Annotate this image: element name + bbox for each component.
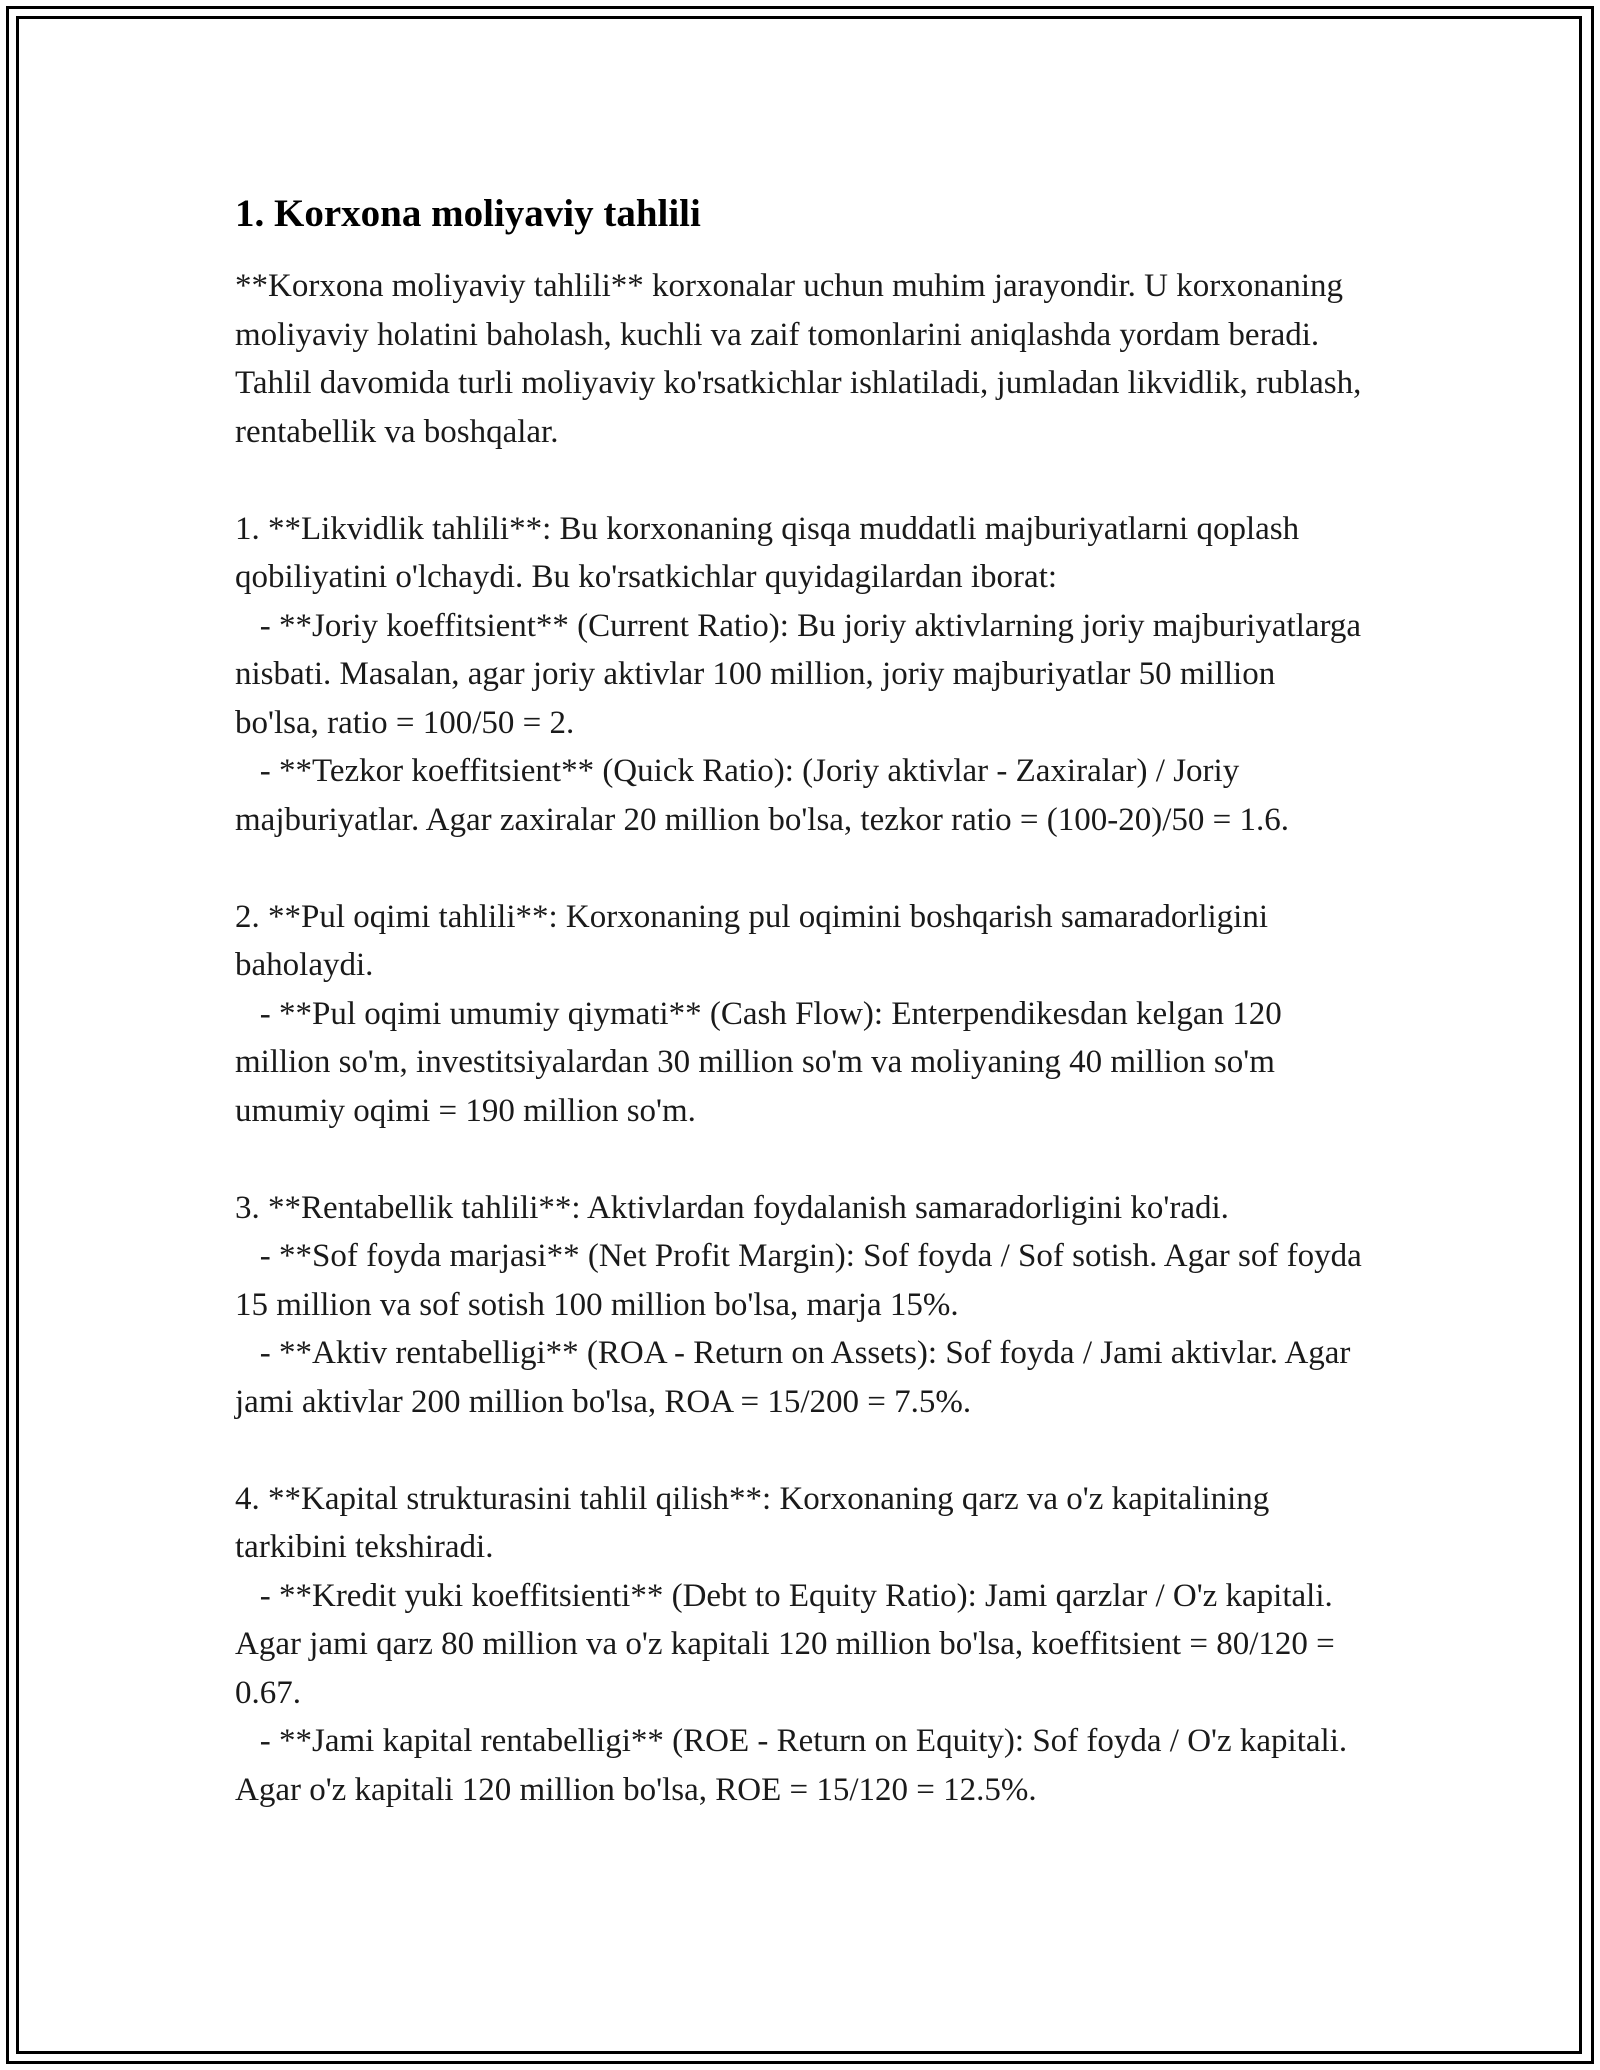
section-item: - **Sof foyda marjasi** (Net Profit Margin): Sof foyda / Sof sotish. Agar sof foyda 15 million va sof sotish 100 million bo'lsa, marja 15%. <box>235 1238 1370 1323</box>
section-heading: 1. **Likvidlik tahlili**: Bu korxonaning qisqa muddatli majburiyatlarni qoplash qobiliyatini o'lchaydi. Bu ko'rsatkichlar quyidagilardan iborat: <box>235 510 1308 595</box>
paragraph-gap <box>235 844 1365 893</box>
section-item: - **Joriy koeffitsient** (Current Ratio): Bu joriy aktivlarning joriy majburiyatlarga nisbati. Masalan, agar joriy aktivlar 100 million, joriy majburiyatlar 50 million bo'lsa, ratio = 100/50 = 2. <box>235 607 1370 741</box>
paragraph-gap <box>235 1135 1365 1184</box>
section-profitability <box>235 1184 1370 1427</box>
intro-paragraph: **Korxona moliyaviy tahlili** korxonalar uchun muhim jarayondir. U korxonaning moliyaviy holatini baholash, kuchli va zaif tomonlarini aniqlashda yordam beradi. Tahlil davomida turli moliyaviy ko'rsatkichlar ishlatiladi, jumladan likvidlik, rublash, rentabellik va boshqalar. <box>235 268 1370 450</box>
paragraph-gap <box>235 456 1365 505</box>
paragraph-gap <box>235 1426 1365 1475</box>
section-capital-structure <box>235 1475 1365 1815</box>
section-heading: 3. **Rentabellik tahlili**: Aktivlardan foydalanish samaradorligini ko'radi. <box>235 1189 1229 1226</box>
section-liquidity <box>235 505 1370 845</box>
section-cash-flow <box>235 893 1365 1136</box>
section-item: - **Tezkor koeffitsient** (Quick Ratio): (Joriy aktivlar - Zaxiralar) / Joriy majburiyatlar. Agar zaxiralar 20 million bo'lsa, tezkor ratio = (100-20)/50 = 1.6. <box>235 753 1289 838</box>
section-item: - **Aktiv rentabelligi** (ROA - Return on Assets): Sof foyda / Jami aktivlar. Agar jami aktivlar 200 million bo'lsa, ROA = 15/200 = 7.5%. <box>235 1335 1359 1420</box>
section-item: - **Pul oqimi umumiy qiymati** (Cash Flow): Enterpendikesdan kelgan 120 million so'm, investitsiyalardan 30 million so'm va moliyaning 40 million so'm umumiy oqimi = 190 million so'm. <box>235 995 1290 1129</box>
section-item: - **Kredit yuki koeffitsienti** (Debt to Equity Ratio): Jami qarzlar / O'z kapitali. Agar jami qarz 80 million va o'z kapitali 120 million bo'lsa, koeffitsient = 80/120 = 0.67. <box>235 1577 1343 1711</box>
document-title: 1. Korxona moliyaviy tahlili <box>235 192 701 235</box>
section-item: - **Jami kapital rentabelligi** (ROE - Return on Equity): Sof foyda / O'z kapitali. Agar o'z kapitali 120 million bo'lsa, ROE = 15/120 = 12.5%. <box>235 1723 1354 1808</box>
document-body <box>235 188 1370 1814</box>
section-heading: 2. **Pul oqimi tahlili**: Korxonaning pul oqimini boshqarish samaradorligini baholaydi. <box>235 898 1277 983</box>
section-heading: 4. **Kapital strukturasini tahlil qilish**: Korxonaning qarz va o'z kapitalining tarkibini tekshiradi. <box>235 1480 1278 1565</box>
